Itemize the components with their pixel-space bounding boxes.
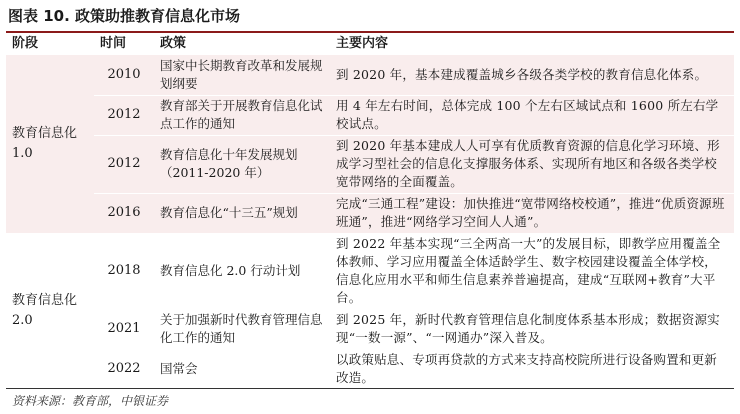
group-2 xyxy=(6,233,734,389)
year-cell: 2022 xyxy=(107,361,141,376)
bottom-rule xyxy=(6,388,734,389)
era-cell: 教育信息化 1.0 xyxy=(12,126,78,161)
policy-cell: 国常会 xyxy=(160,361,198,376)
policy-cell: 教育部关于开展教育信息化试点工作的通知 xyxy=(154,95,330,135)
content-cell: 到 2020 年，基本建成覆盖城乡各级各类学校的教育信息化体系。 xyxy=(330,55,734,95)
table-row xyxy=(6,95,734,135)
policy-cell: 教育信息化“十三五”规划 xyxy=(154,193,330,233)
table-row xyxy=(6,135,734,193)
policy-cell: 教育信息化 2.0 行动计划 xyxy=(160,263,301,278)
year-cell: 2021 xyxy=(107,321,141,336)
year-cell: 2016 xyxy=(94,193,154,233)
year-cell: 2012 xyxy=(94,135,154,193)
table-row xyxy=(6,349,734,389)
content-cell: 到 2025 年，新时代教育管理信息化制度体系基本形成；数据资源实现“一数一源”、“一网通办”深入普及。 xyxy=(336,312,720,345)
content-cell: 到 2022 年基本实现“三全两高一大”的发展目标，即教学应用覆盖全体教师、学习应用覆盖全体适龄学生、数字校园建设覆盖全体学校，信息化应用水平和师生信息素养普遍提高，建成“互联网+教育”大平台。 xyxy=(336,236,721,305)
era-cell: 教育信息化 2.0 xyxy=(12,293,78,328)
group-1 xyxy=(6,55,734,233)
header-policy: 政策 xyxy=(160,36,187,51)
content-cell: 到 2020 年基本建成人人可享有优质教育资源的信息化学习环境、形成学习型社会的信息化支撑服务体系、实现所有地区和各级各类学校宽带网络的全面覆盖。 xyxy=(330,135,734,193)
year-cell: 2010 xyxy=(107,66,141,82)
content-cell: 用 4 年左右时间，总体完成 100 个左右区域试点和 1600 所左右学校试点。 xyxy=(330,95,734,135)
policy-cell: 关于加强新时代教育管理信息化工作的通知 xyxy=(160,312,323,345)
header-row xyxy=(6,33,734,55)
source-note: 资料来源：教育部，中银证券 xyxy=(12,394,169,408)
content-cell: 以政策贴息、专项再贷款的方式来支持高校院所进行设备购置和更新改造。 xyxy=(336,352,718,385)
content-cell: 完成“三通工程”建设：加快推进“宽带网络校校通”，推进“优质资源班班通”，推进“网络学习空间人人通”。 xyxy=(330,193,734,233)
year-cell: 2018 xyxy=(107,263,141,278)
header-time: 时间 xyxy=(100,36,127,51)
header-content: 主要内容 xyxy=(336,36,389,51)
policy-cell: 教育信息化十年发展规划（2011-2020 年） xyxy=(154,135,330,193)
table-row xyxy=(6,233,734,309)
figure-title: 图表 10. 政策助推教育信息化市场 xyxy=(8,7,241,25)
table-row xyxy=(6,55,734,95)
table-row xyxy=(6,309,734,349)
policy-cell: 国家中长期教育改革和发展规划纲要 xyxy=(160,57,323,91)
year-cell: 2012 xyxy=(94,95,154,135)
header-stage: 阶段 xyxy=(12,36,39,51)
policy-table xyxy=(6,33,734,389)
table-row xyxy=(6,193,734,233)
